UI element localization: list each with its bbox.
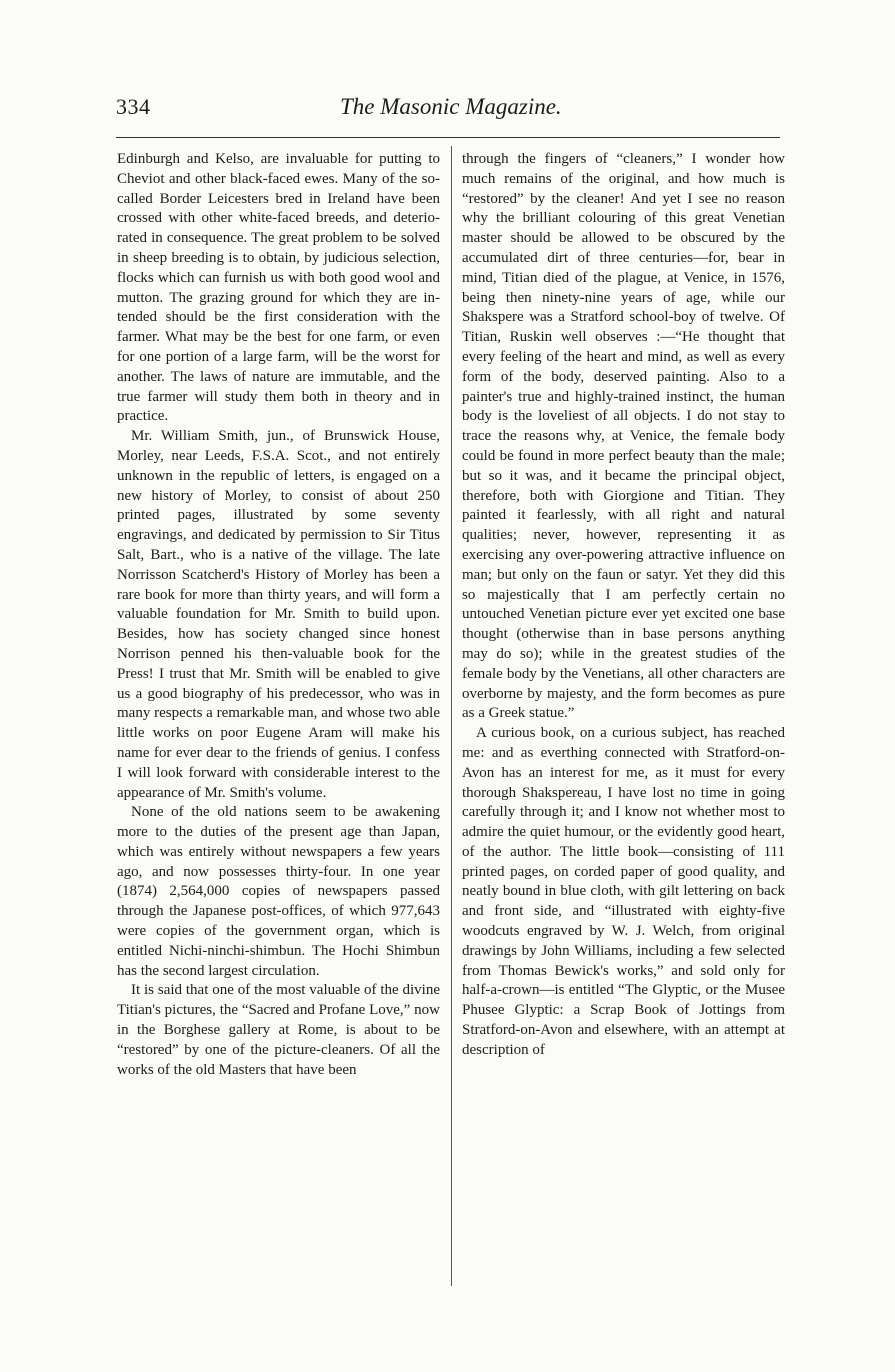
page-header	[116, 94, 780, 134]
running-title: The Masonic Magazine.	[340, 94, 562, 119]
paragraph-titian-ruskin: through the fingers of “cleaners,” I wonder how much remains of the original, and how much is “restored” by the cleaner! And yet I see no reason why the brilliant colouring of this great Venetian master should be allowed to be obscured by the accumulated dirt of three centuries—for, bear in mind, Titian died of the plague, at Venice, in 1576, being then ninety-nine years of age, while our Shakspere was a Stratford school-boy of twelve. Of Titian, Ruskin well observes :—“He thought that every feeling of the heart and mind, as well as every form of the body, deserved painting. Also to a painter's true and highly-trained instinct, the human body is the loveliest of all objects. I do not stay to trace the reasons why, at Venice, the female body could be found in more perfect beauty than the male; but so it was, and it became the principal object, therefore, both with Giorgione and Titian. They painted it fearlessly, with all right and natural qualities; never, however, representing it as exercising any over-powering attractive influence on man; but only on the faun or satyr. Yet they did this so majestically that I am perfectly certain no untouched Venetian picture ever yet excited one base thought (otherwise than in base persons anything may do so); while in the greatest studies of the female body by the Venetians, all other characters are overborne by majesty, and the form becomes as pure as a Greek statue.”	[462, 151, 785, 722]
page-number: 334	[116, 94, 151, 119]
header-rule	[116, 137, 780, 138]
paragraph-sheep-breeding: Edinburgh and Kelso, are invaluable for putting to Cheviot and other black-faced ewes. Many of the so-called Border Leicesters bred in Ireland have been crossed with other white-faced breeds, and deteriorated in consequence. The great problem to be solved in sheep breeding is to obtain, by judicious selection, flocks which can furnish us with both good wool and mutton. The grazing ground for which they are intended should be the first consideration with the farmer. What may be the best for one farm, or even for one portion of a large farm, will be the worst for another. The laws of nature are immutable, and the true farmer will study them both in theory and in practice.	[117, 151, 440, 425]
paragraph-japan-newspapers: None of the old nations seem to be awakening more to the duties of the present age than Japan, which was entirely without newspapers a few years ago, and now possesses thirty-four. In one year (1874) 2,564,000 copies of newspapers passed through the Japanese post-offices, of which 977,643 were copies of the government organ, which is entitled Nichi-ninchi-shimbun. The Hochi Shimbun has the second largest circulation.	[117, 804, 440, 979]
right-column	[462, 150, 785, 1061]
paragraph-curious-book: A curious book, on a curious subject, has reached me: and as everthing connected with Stratford-on-Avon has an interest for me, as it must for every thorough Shakspereau, I have lost no time in going carefully through it; and I know not whether most to admire the quiet humour, or the evidently good heart, of the author. The little book—consisting of 111 printed pages, on corded paper of good quality, and neatly bound in blue cloth, with gilt lettering on back and front side, and “illustrated with eighty-five woodcuts engraved by W. J. Welch, from original drawings by John Williams, including a few selected from Thomas Bewick's works,” and sold only for half-a-crown—is entitled “The Glyptic, or the Musee Phusee Glyptic: a Scrap Book of Jottings from Stratford-on-Avon and elsewhere, with an attempt at description of	[462, 725, 785, 1058]
paragraph-titian-restoration: It is said that one of the most valuable of the divine Titian's pictures, the “Sacred and Profane Love,” now in the Borghese gallery at Rome, is about to be “restored” by one of the picture-cleaners. Of all the works of the old Masters that have been	[117, 982, 440, 1078]
paragraph-history-of-morley: Mr. William Smith, jun., of Brunswick House, Morley, near Leeds, F.S.A. Scot., and not entirely unknown in the republic of letters, is engaged on a new history of Morley, to consist of about 250 printed pages, illustrated by some seventy engravings, and dedicated by permission to Sir Titus Salt, Bart., who is a native of the village. The late Norrisson Scatcherd's History of Morley has been a rare book for more than thirty years, and will form a valuable foundation for Mr. Smith to build upon. Besides, how has society changed since honest Norrison penned his then-valuable book for the Press! I trust that Mr. Smith will be enabled to give us a good biography of his predecessor, who was in many respects a remarkable man, and whose two able little works on poor Eugene Aram will make his name for ever dear to the friends of genius. I confess I will look forward with considerable interest to the appearance of Mr. Smith's volume.	[117, 428, 440, 801]
column-divider	[451, 146, 452, 1286]
left-column	[117, 150, 440, 1080]
